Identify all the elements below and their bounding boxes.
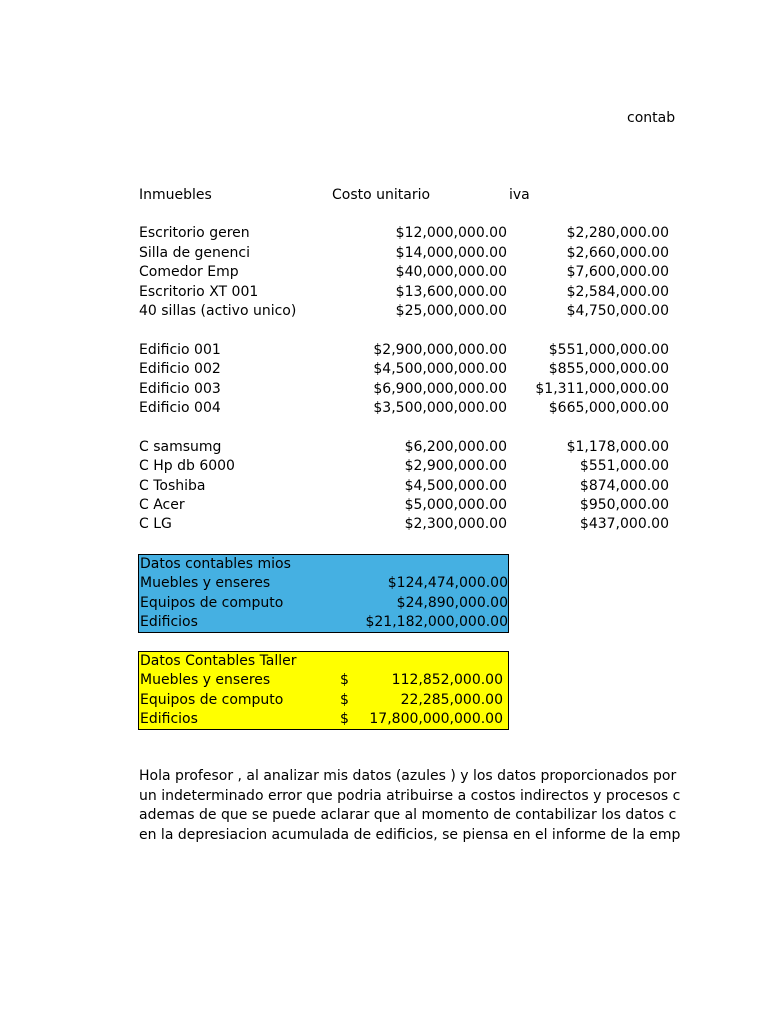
item-iva: $665,000,000.00 bbox=[548, 400, 669, 416]
item-iva: $1,311,000,000.00 bbox=[535, 380, 669, 397]
summary-value: $124,474,000.00 bbox=[387, 575, 508, 592]
note-line: Hola profesor , al analizar mis datos (azules ) y los datos proporcionados por bbox=[139, 768, 677, 784]
item-name: C Acer bbox=[139, 497, 185, 513]
item-cost: $2,300,000.00 bbox=[404, 516, 507, 532]
item-cost: $3,500,000,000.00 bbox=[373, 400, 507, 416]
summary-value: 17,800,000,000.00 bbox=[369, 710, 503, 727]
summary-label: Muebles y enseres bbox=[140, 672, 271, 689]
workshop-accounting-summary bbox=[138, 651, 509, 730]
note-line: ademas de que se puede aclarar que al momento de contabilizar los datos c bbox=[139, 807, 677, 823]
item-name: Edificio 001 bbox=[139, 342, 221, 358]
item-cost: $2,900,000.00 bbox=[404, 458, 507, 474]
summary-title: Datos contables mios bbox=[140, 556, 291, 572]
item-cost: $2,900,000,000.00 bbox=[373, 342, 507, 358]
item-cost: $6,200,000.00 bbox=[404, 438, 507, 455]
item-name: Escritorio XT 001 bbox=[139, 283, 259, 300]
item-iva: $2,660,000.00 bbox=[566, 244, 669, 261]
summary-title-row bbox=[139, 652, 508, 671]
summary-value: $21,182,000,000.00 bbox=[365, 613, 508, 630]
summary-row bbox=[139, 691, 508, 710]
item-cost: $6,900,000,000.00 bbox=[373, 380, 507, 397]
item-cost: $25,000,000.00 bbox=[395, 303, 507, 319]
summary-label: Edificios bbox=[140, 710, 198, 727]
summary-value: 22,285,000.00 bbox=[400, 691, 503, 708]
item-iva: $2,584,000.00 bbox=[566, 283, 669, 300]
item-iva: $1,178,000.00 bbox=[566, 438, 669, 455]
summary-row bbox=[139, 594, 508, 613]
item-name: Escritorio geren bbox=[139, 225, 250, 241]
summary-label: Muebles y enseres bbox=[140, 575, 271, 592]
item-iva: $855,000,000.00 bbox=[548, 361, 669, 377]
currency-symbol: $ bbox=[340, 691, 349, 708]
item-iva: $551,000,000.00 bbox=[548, 342, 669, 358]
item-cost: $4,500,000,000.00 bbox=[373, 361, 507, 377]
item-iva: $874,000.00 bbox=[579, 477, 669, 494]
item-name: 40 sillas (activo unico) bbox=[139, 303, 297, 319]
page-title: contab bbox=[627, 110, 676, 126]
item-iva: $551,000.00 bbox=[579, 458, 669, 474]
item-iva: $437,000.00 bbox=[579, 516, 669, 532]
summary-row bbox=[139, 671, 508, 690]
item-iva: $4,750,000.00 bbox=[566, 303, 669, 319]
note-line: un indeterminado error que podria atribuirse a costos indirectos y procesos c bbox=[139, 787, 681, 804]
item-iva: $7,600,000.00 bbox=[566, 264, 669, 280]
summary-value: $24,890,000.00 bbox=[396, 594, 508, 611]
item-cost: $4,500,000.00 bbox=[404, 477, 507, 494]
summary-label: Equipos de computo bbox=[140, 594, 284, 611]
item-cost: $14,000,000.00 bbox=[395, 244, 507, 261]
item-name: C samsumg bbox=[139, 438, 222, 455]
item-name: Edificio 003 bbox=[139, 380, 221, 397]
item-name: C Toshiba bbox=[139, 477, 206, 494]
item-name: Edificio 002 bbox=[139, 361, 221, 377]
item-name: Edificio 004 bbox=[139, 400, 221, 416]
summary-row bbox=[139, 710, 508, 729]
item-cost: $5,000,000.00 bbox=[404, 497, 507, 513]
my-accounting-summary bbox=[138, 554, 509, 633]
header-cost: Costo unitario bbox=[332, 187, 431, 203]
item-name: C Hp db 6000 bbox=[139, 458, 235, 474]
item-iva: $2,280,000.00 bbox=[566, 225, 669, 241]
item-name: Comedor Emp bbox=[139, 264, 239, 280]
note-line: en la depresiacion acumulada de edificios, se piensa en el informe de la emp bbox=[139, 826, 681, 843]
item-name: C LG bbox=[139, 516, 172, 532]
summary-label: Edificios bbox=[140, 613, 198, 630]
item-cost: $12,000,000.00 bbox=[395, 225, 507, 241]
summary-row bbox=[139, 613, 508, 632]
summary-title-row bbox=[139, 555, 508, 574]
currency-symbol: $ bbox=[340, 710, 349, 727]
summary-row bbox=[139, 574, 508, 593]
summary-label: Equipos de computo bbox=[140, 691, 284, 708]
item-iva: $950,000.00 bbox=[579, 497, 669, 513]
header-item: Inmuebles bbox=[139, 187, 212, 203]
summary-value: 112,852,000.00 bbox=[391, 672, 503, 689]
item-cost: $40,000,000.00 bbox=[395, 264, 507, 280]
header-iva: iva bbox=[509, 187, 530, 203]
summary-title: Datos Contables Taller bbox=[140, 653, 297, 669]
item-name: Silla de genenci bbox=[139, 244, 250, 261]
item-cost: $13,600,000.00 bbox=[395, 283, 507, 300]
currency-symbol: $ bbox=[340, 672, 349, 689]
note-paragraph bbox=[139, 767, 739, 845]
